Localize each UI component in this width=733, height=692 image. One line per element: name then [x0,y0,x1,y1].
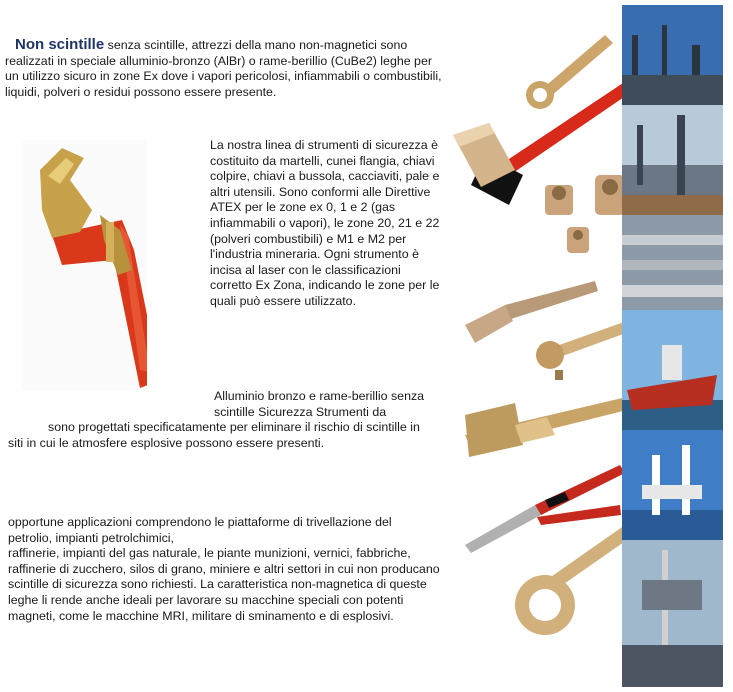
wrench-icon [526,35,613,109]
pipe-wrench-icon [465,395,625,457]
purpose-line-4: siti in cui le atmosfere esplosive possono essere presenti. [8,435,325,450]
industrial-photos-strip [622,5,723,687]
applications-paragraph [8,515,448,624]
ring-wrench-icon [515,525,625,635]
pipe-wrench-image [22,140,147,390]
purpose-line-2: scintille Sicurezza Strumenti da [214,404,387,419]
tools-text: La nostra linea di strumenti di sicurezza è costituito da martelli, cunei flangia, chiavi colpire, chiavi a bussola, cacciaviti, pale e altri utensili. Sono conformi alle Direttive ATEX per le zone ex 0, 1 e 2 (gas infiammabili o vapori), le zone 20, 21 e 22 (polveri combustibili) e M1 e M2 per l'industria mineraria. Ogni strumento è incisa al laser con le classificazioni corretto Ex Zona, indicando le zone per le quali può essere utilizzato. [210,138,440,308]
applications-line-2: petrolio, impianti petrolchimici, [8,530,174,545]
purpose-line-3: sono progettati specificatamente per eliminare il rischio di scintille in [48,420,420,435]
safety-tools-image [445,5,625,690]
intro-paragraph [5,37,445,100]
chisel-icon [465,281,598,343]
pliers-icon [465,465,625,553]
intro-text: senza scintille, attrezzi della mano non-magnetici sono realizzati in speciale alluminio-bronzo (AlBr) o rame-berillio (CuBe2) leghe per un utilizzo sicuro in zone Ex dove i vapori pericolosi, infiammabili o combustibili, liquidi, polveri o residui possono essere presente. [5,38,442,99]
applications-line-1: opportune applicazioni comprendono le piattaforme di trivellazione del [8,515,392,529]
purpose-line-1: Alluminio bronzo e rame-berillio senza [214,389,425,403]
applications-rest: raffinerie, impianti del gas naturale, le piante munizioni, vernici, fabbriche, raffinerie di zucchero, silos di grano, miniere e altri settori in cui non producano scintille di sicurezza sono richiesti. La caratteristica non-magnetica di queste leghe li rende anche ideali per lavorare su macchine speciali con potenti magneti, come le macchine MRI, militare di sminamento e di esplosivi. [8,546,440,623]
sockets-icon [545,175,625,253]
tools-paragraph [210,138,446,310]
purpose-paragraph [8,389,448,451]
ratchet-icon [536,295,625,380]
intro-title: Non scintille [15,36,105,53]
